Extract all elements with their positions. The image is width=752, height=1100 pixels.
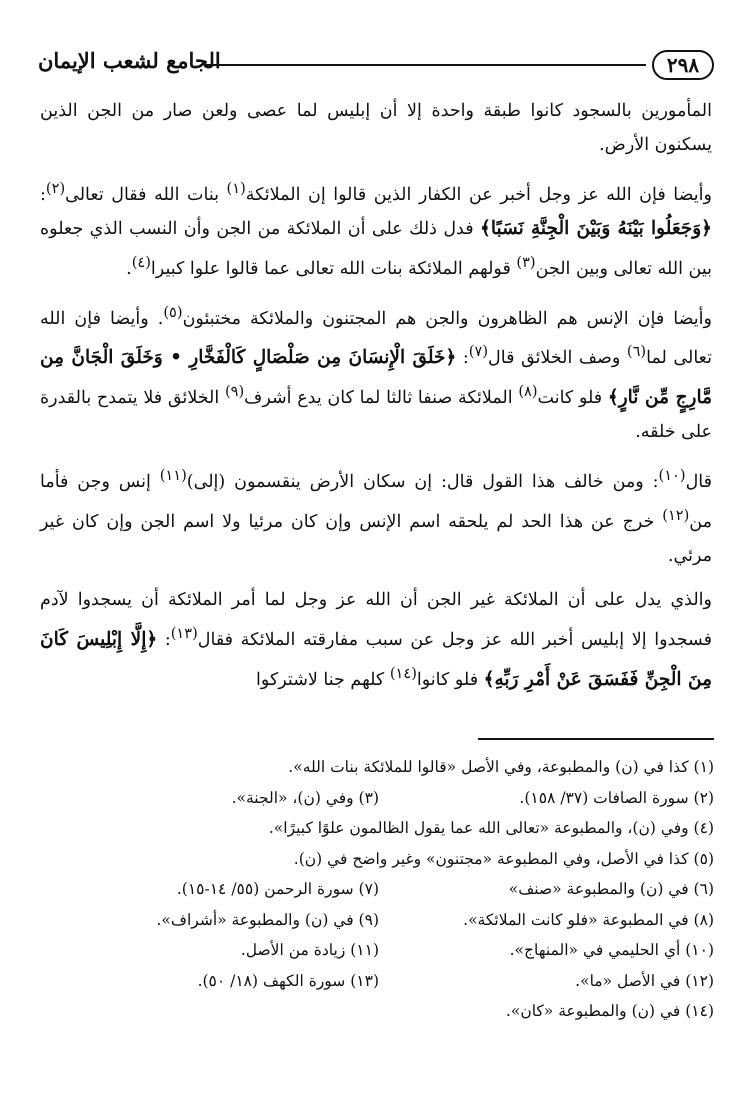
text-run: قال: [685, 471, 712, 492]
paragraph: [40, 459, 712, 573]
footnote-row: [44, 905, 714, 936]
footnote: (٦) في (ن) والمطبوعة «صنف»: [508, 880, 714, 898]
text-run: قولهم الملائكة بنات الله تعالى عما قالوا علوا كبيرا: [150, 258, 517, 279]
quran-verse: ﴿خَلَقَ الْإِنسَانَ مِن صَلْصَالٍ كَالْفَخَّارِ • وَخَلَقَ الْجَانَّ مِن مَّارِجٍ مِّن نَّارٍ﴾: [40, 347, 713, 409]
footnote-ref: (١٠): [658, 467, 686, 485]
text-run: المأمورين بالسجود كانوا طبقة واحدة إلا أن إبليس لما عصى ولعن صار من الجن الذين يسكنون الأرض.: [40, 101, 712, 155]
footnote: (١١) زيادة من الأصل.: [240, 941, 379, 959]
footnote: (٣) وفي (ن)، «الجنة».: [231, 788, 379, 807]
text-run: فلو كانوا: [416, 669, 484, 690]
footnote-ref: (٤): [131, 253, 151, 271]
paragraph: [40, 94, 712, 162]
text-run: الملائكة صنفا ثالثا لما كان يدع أشرف: [244, 388, 519, 409]
footnote-ref: (١١): [159, 467, 187, 485]
footnote-row: [44, 935, 714, 966]
footnote: (١٠) أي الحليمي في «المنهاج».: [509, 941, 714, 959]
text-run: . وأيضا فإن الله تعالى لما: [40, 308, 712, 369]
footnote-ref: (٥): [163, 303, 183, 321]
header-rule: [206, 64, 646, 66]
page-header: [36, 44, 714, 84]
footnote: (١٣) سورة الكهف (١٨/ ٥٠).: [197, 971, 379, 990]
footnote: (٧) سورة الرحمن (٥٥/ ١٤-١٥).: [176, 880, 379, 898]
footnote-row: [44, 966, 714, 997]
footnote: (٩) في (ن) والمطبوعة «أشراف».: [156, 910, 379, 929]
footnote-row: [44, 844, 714, 875]
book-title: الجامع لشعب الإيمان: [38, 48, 221, 73]
paragraph: [40, 172, 712, 286]
quran-verse: ﴿إِلَّا إِبْلِيسَ كَانَ مِنَ الْجِنِّ فَفَسَقَ عَنْ أَمْرِ رَبِّهِ﴾: [40, 628, 712, 690]
text-run: وأيضا فإن الإنس هم الظاهرون والجن هم المجتنون والملائكة مختبئون: [182, 308, 712, 329]
footnote: (٨) في المطبوعة «فلو كانت الملائكة».: [463, 910, 714, 929]
footnote-ref: (٨): [518, 383, 538, 401]
footnote: (١٢) في الأصل «ما».: [575, 971, 714, 990]
footnote-ref: (١٢): [662, 506, 690, 524]
text-run: .: [126, 258, 132, 279]
text-run: فلو كانت: [537, 388, 608, 409]
page-number: ٢٩٨: [652, 50, 714, 80]
footnote-ref: (٩): [224, 383, 245, 401]
main-text: [40, 94, 712, 696]
footnote-ref: (٢): [45, 180, 66, 197]
text-run: وأيضا فإن الله عز وجل أخبر عن الكفار الذين قالوا إن الملائكة: [245, 184, 712, 205]
footnote-row: [44, 813, 714, 844]
footnote: (٢) سورة الصافات (٣٧/ ١٥٨).: [519, 788, 714, 807]
text-run: الخلائق فلا يتمدح بالقدرة على خلقه.: [40, 388, 712, 443]
footnote-ref: (٧): [468, 343, 489, 361]
text-run: : ومن خالف هذا القول قال: إن سكان الأرض ينقسمون (إلى): [186, 471, 659, 492]
text-run: خرج عن هذا الحد لم يلحقه اسم الإنس وإن كان مرئيا ولا اسم الجن وإن كان غير مرئي.: [40, 511, 712, 566]
footnote-row: [44, 783, 714, 814]
footnote-ref: (٣): [516, 253, 536, 271]
footnote-row: [44, 874, 714, 905]
footnote: (١) كذا في (ن) والمطبوعة، وفي الأصل «قالوا للملائكة بنات الله».: [288, 758, 714, 776]
text-run: :: [456, 348, 469, 369]
text-run: بنات الله فقال تعالى: [65, 184, 227, 205]
footnote-separator: [478, 738, 714, 740]
text-run: :: [157, 629, 171, 650]
footnote-row: [44, 996, 714, 1027]
footnote-ref: (١٣): [170, 624, 198, 642]
footnote-ref: (١٤): [389, 664, 417, 682]
text-run: والذي يدل على أن الملائكة غير الجن أن الله عز وجل لما أمر الملائكة أن يسجدوا لآدم فسجدوا إلا إبليس أخبر الله عز وجل عن سبب مفارقته الملائكة فقال: [40, 589, 712, 650]
text-run: وصف الخلائق قال: [488, 348, 627, 369]
footnote-ref: (٦): [626, 343, 647, 361]
text-run: كلهم جنا لاشتركوا: [256, 669, 390, 690]
paragraph: [40, 296, 712, 449]
footnote: (٤) وفي (ن)، والمطبوعة «تعالى الله عما يقول الظالمون علوًا كبيرًا».: [268, 819, 714, 837]
footnote: (١٤) في (ن) والمطبوعة «كان».: [505, 1002, 714, 1020]
footnotes: [44, 752, 714, 1027]
footnote-ref: (١): [226, 180, 246, 197]
text-run: :: [40, 184, 46, 205]
footnote: (٥) كذا في الأصل، وفي المطبوعة «مجتنون» وغير واضح في (ن).: [293, 849, 714, 868]
footnote-row: [44, 752, 714, 783]
paragraph: [40, 583, 712, 697]
quran-verse: ﴿وَجَعَلُوا بَيْنَهُ وَبَيْنَ الْجِنَّةِ نَسَبًا﴾: [480, 217, 712, 239]
text-run: إنس وجن فأما من: [40, 471, 712, 532]
text-run: فدل ذلك على أن الملائكة من الجن وأن النسب الذي جعلوه بين الله تعالى وبين الجن: [40, 218, 712, 279]
